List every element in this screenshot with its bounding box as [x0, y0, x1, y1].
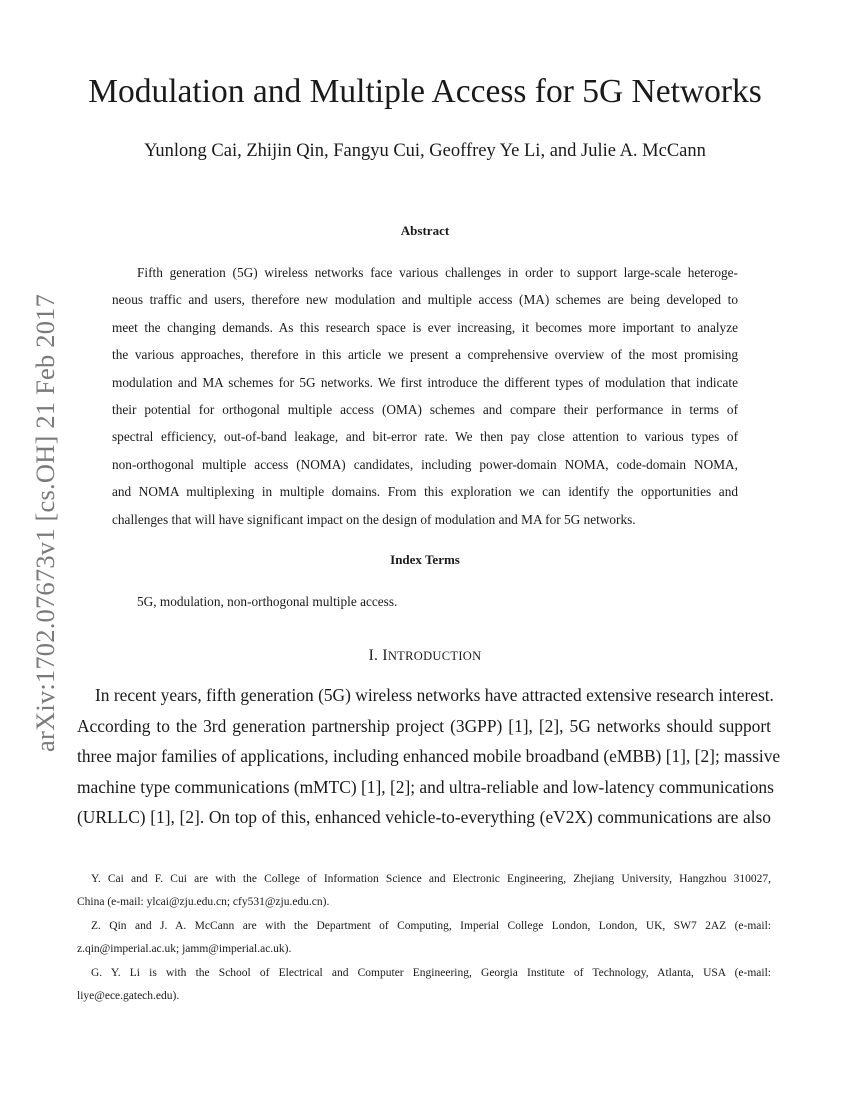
- intro-line: In recent years, fifth generation (5G) wireless networks have attracted extensive research interest.: [95, 685, 774, 705]
- paper-title: Modulation and Multiple Access for 5G Networks: [88, 73, 762, 110]
- abstract-line: spectral efficiency, out-of-band leakage, and bit-error rate. We then pay close attention to various types of: [112, 429, 738, 445]
- index-terms-heading: Index Terms: [390, 552, 460, 567]
- footnote-line: Z. Qin and J. A. McCann are with the Department of Computing, Imperial College London, London, UK, SW7 2AZ (e-mail:: [91, 919, 771, 932]
- abstract-heading: Abstract: [400, 223, 450, 238]
- arxiv-stamp-text: arXiv:1702.07673v1 [cs.OH] 21 Feb 2017: [30, 293, 60, 752]
- abstract-line: challenges that will have significant impact on the design of modulation and MA for 5G networks.: [112, 511, 636, 527]
- index-terms-text: 5G, modulation, non-orthogonal multiple access.: [137, 594, 398, 609]
- footnotes: [77, 868, 771, 1008]
- abstract-line: non-orthogonal multiple access (NOMA) candidates, including power-domain NOMA, code-domain NOMA,: [112, 456, 738, 472]
- abstract-body: [112, 259, 738, 533]
- intro-line: three major families of applications, including enhanced mobile broadband (eMBB) [1], [2]; massive: [77, 746, 781, 767]
- abstract-line: and NOMA multiplexing in multiple domains. From this exploration we can identify the opportunities and: [112, 484, 738, 500]
- author-list: Yunlong Cai, Zhijin Qin, Fangyu Cui, Geoffrey Ye Li, and Julie A. McCann: [144, 141, 706, 161]
- section-title-rest: NTRODUCTION: [387, 649, 482, 663]
- footnote-line: liye@ece.gatech.edu).: [77, 989, 180, 1002]
- footnote-line: G. Y. Li is with the School of Electrical and Computer Engineering, Georgia Institute of Technology, Atlanta, USA (e-mail:: [91, 966, 771, 979]
- intro-line: (URLLC) [1], [2]. On top of this, enhanced vehicle-to-everything (eV2X) communications are also: [77, 807, 771, 828]
- introduction-body: [77, 680, 781, 833]
- abstract-line: Fifth generation (5G) wireless networks face various challenges in order to support large-scale heteroge-: [137, 265, 738, 280]
- abstract-line: their potential for orthogonal multiple access (OMA) schemes and compare their performance in terms of: [112, 401, 738, 417]
- section-initial: I: [382, 647, 388, 664]
- footnote-line: China (e-mail: ylcai@zju.edu.cn; cfy531@zju.edu.cn).: [77, 896, 330, 909]
- abstract-line: modulation and MA schemes for 5G networks. We first introduce the different types of modulation that indicate: [112, 374, 738, 390]
- intro-line: machine type communications (mMTC) [1], [2]; and ultra-reliable and low-latency communications: [77, 776, 774, 797]
- section-number: I.: [368, 647, 379, 664]
- abstract-line: the various approaches, therefore in this article we present a comprehensive overview of the most promising: [112, 347, 738, 363]
- footnote-line: Y. Cai and F. Cui are with the College of Information Science and Electronic Engineering, Zhejiang University, Hangzhou 310027,: [91, 873, 771, 885]
- abstract-line: neous traffic and users, therefore new modulation and multiple access (MA) schemes are being developed to: [112, 292, 738, 308]
- footnote-line: z.qin@imperial.ac.uk; jamm@imperial.ac.uk).: [77, 943, 292, 956]
- abstract-line: meet the changing demands. As this research space is ever increasing, it becomes more important to analyze: [112, 319, 738, 335]
- section-heading: [0, 647, 850, 665]
- intro-line: According to the 3rd generation partnership project (3GPP) [1], [2], 5G networks should support: [77, 715, 771, 736]
